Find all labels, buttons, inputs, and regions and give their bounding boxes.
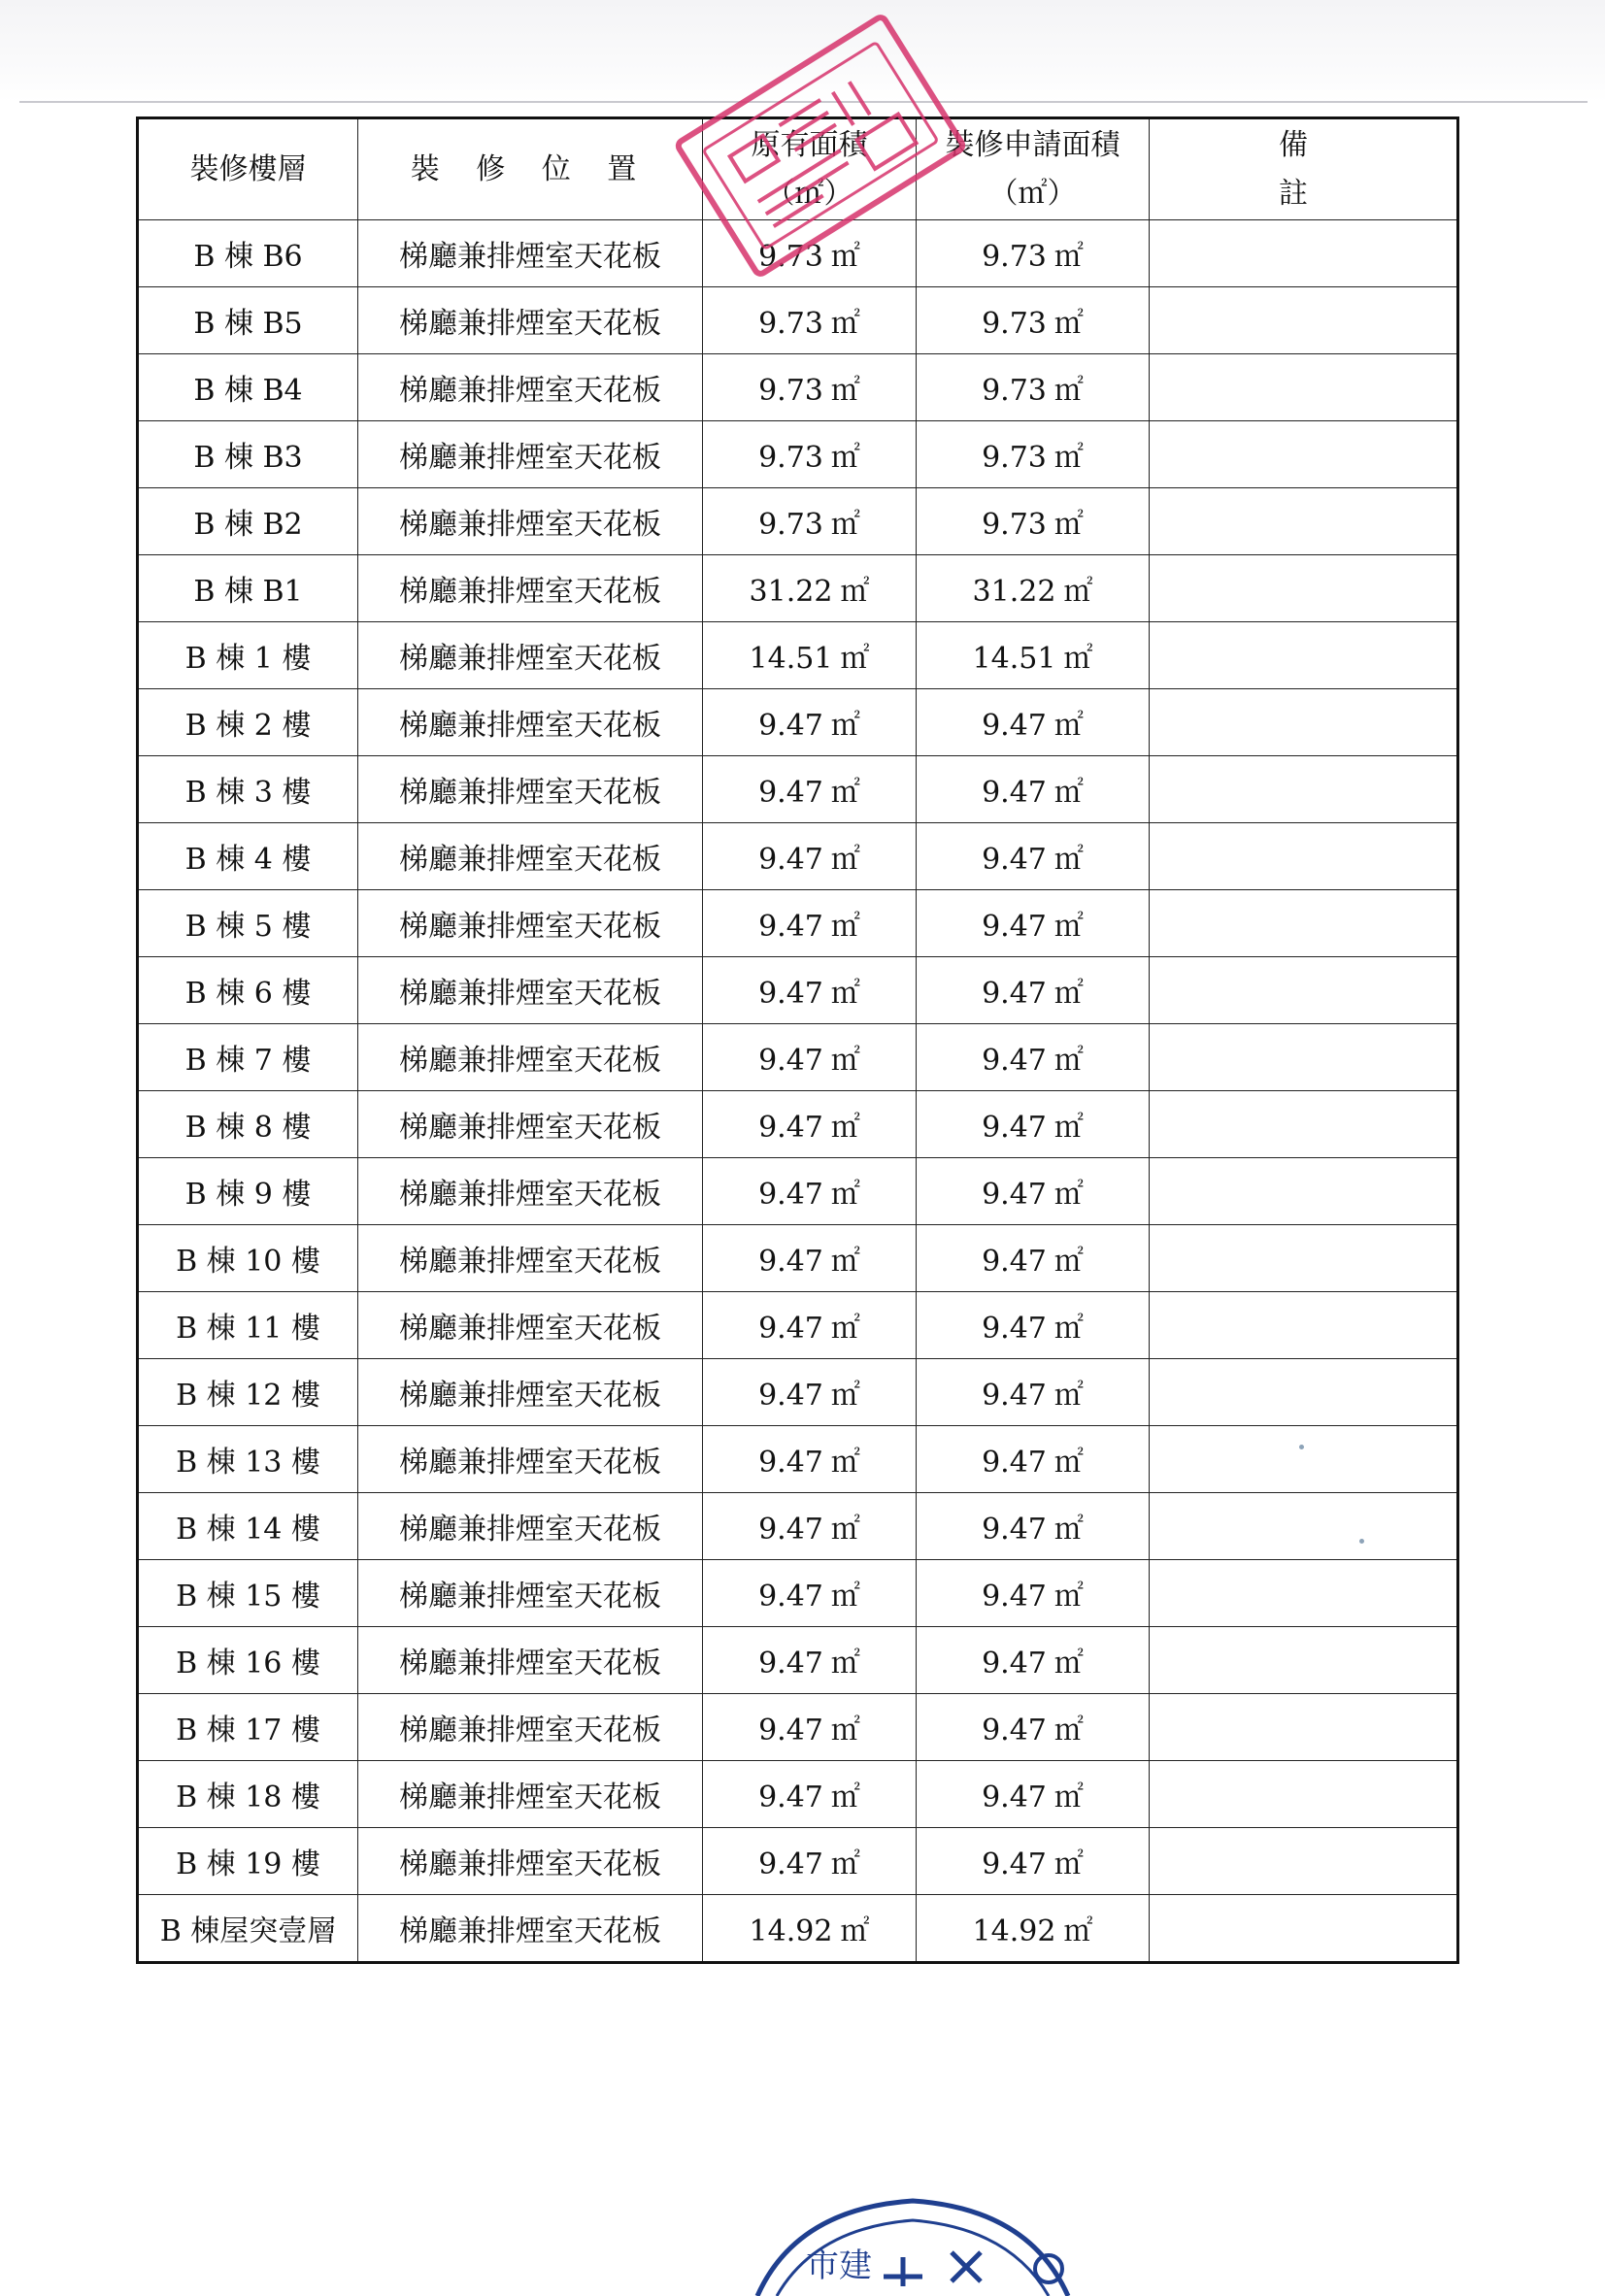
area-unit: ㎡ — [1053, 374, 1084, 408]
area-unit: ㎡ — [1053, 1847, 1084, 1881]
original-area-cell — [703, 1694, 917, 1761]
table-row — [138, 220, 1458, 287]
scan-top-edge — [0, 0, 1605, 102]
original-area-cell — [703, 890, 917, 957]
note-cell — [1150, 421, 1458, 488]
area-value: 9.73 — [758, 240, 823, 274]
area-unit: ㎡ — [1053, 1379, 1084, 1413]
location-cell: 梯廳兼排煙室天花板 — [358, 1359, 703, 1426]
table-row — [138, 421, 1458, 488]
area-value: 9.73 — [758, 441, 823, 475]
area-unit: ㎡ — [1053, 1580, 1084, 1614]
area-value: 9.47 — [758, 709, 823, 743]
original-area-cell — [703, 488, 917, 555]
applied-area-cell — [917, 1493, 1150, 1560]
area-value: 9.73 — [758, 307, 823, 341]
area-value: 9.47 — [758, 776, 823, 810]
area-value: 9.47 — [758, 977, 823, 1011]
area-unit: ㎡ — [1053, 977, 1084, 1011]
applied-area-cell — [917, 1091, 1150, 1158]
table-row — [138, 1493, 1458, 1560]
original-area-cell — [703, 287, 917, 354]
note-cell — [1150, 689, 1458, 756]
area-value: 9.47 — [982, 1580, 1047, 1614]
area-unit: ㎡ — [1053, 1647, 1084, 1680]
note-cell — [1150, 957, 1458, 1024]
area-value: 9.47 — [758, 1044, 823, 1078]
applied-area-cell — [917, 1627, 1150, 1694]
floor-cell: B 棟 B4 — [138, 354, 358, 421]
original-area-cell — [703, 1761, 917, 1828]
applied-area-cell — [917, 1024, 1150, 1091]
area-unit: ㎡ — [830, 1513, 860, 1547]
area-unit: ㎡ — [1063, 575, 1093, 609]
area-unit: ㎡ — [1053, 1714, 1084, 1747]
area-unit: ㎡ — [830, 1780, 860, 1814]
note-cell — [1150, 1694, 1458, 1761]
area-unit: ㎡ — [830, 240, 860, 274]
area-unit: ㎡ — [1053, 709, 1084, 743]
location-cell: 梯廳兼排煙室天花板 — [358, 622, 703, 689]
original-area-cell — [703, 421, 917, 488]
table-row — [138, 1426, 1458, 1493]
area-unit: ㎡ — [830, 307, 860, 341]
floor-cell: B 棟 2 樓 — [138, 689, 358, 756]
note-cell — [1150, 1091, 1458, 1158]
area-unit: ㎡ — [830, 1111, 860, 1145]
table-row — [138, 1895, 1458, 1963]
header-original-area-line1: 原有面積 — [751, 127, 868, 162]
note-cell — [1150, 1895, 1458, 1963]
area-unit: ㎡ — [1053, 1780, 1084, 1814]
table-row — [138, 823, 1458, 890]
area-value: 9.73 — [982, 508, 1047, 542]
floor-cell: B 棟 B5 — [138, 287, 358, 354]
original-area-cell — [703, 756, 917, 823]
area-unit: ㎡ — [830, 776, 860, 810]
applied-area-cell — [917, 823, 1150, 890]
location-cell: 梯廳兼排煙室天花板 — [358, 220, 703, 287]
note-cell — [1150, 220, 1458, 287]
applied-area-cell — [917, 957, 1150, 1024]
location-cell: 梯廳兼排煙室天花板 — [358, 354, 703, 421]
table-row — [138, 1225, 1458, 1292]
applied-area-cell — [917, 622, 1150, 689]
note-cell — [1150, 1761, 1458, 1828]
table-row — [138, 1091, 1458, 1158]
note-cell — [1150, 622, 1458, 689]
floor-cell: B 棟 18 樓 — [138, 1761, 358, 1828]
header-original-area — [703, 118, 917, 220]
area-value: 9.47 — [982, 1312, 1047, 1346]
header-floor: 裝修樓層 — [138, 118, 358, 220]
table-row — [138, 1359, 1458, 1426]
area-value: 9.47 — [982, 1111, 1047, 1145]
area-unit: ㎡ — [1053, 776, 1084, 810]
area-value: 31.22 — [749, 575, 833, 609]
location-cell: 梯廳兼排煙室天花板 — [358, 1627, 703, 1694]
table-row — [138, 287, 1458, 354]
area-unit: ㎡ — [830, 977, 860, 1011]
area-value: 9.47 — [758, 1714, 823, 1747]
location-cell: 梯廳兼排煙室天花板 — [358, 1024, 703, 1091]
floor-cell: B 棟 17 樓 — [138, 1694, 358, 1761]
floor-cell: B 棟 1 樓 — [138, 622, 358, 689]
area-value: 14.92 — [972, 1914, 1056, 1948]
area-value: 9.47 — [758, 1513, 823, 1547]
location-cell: 梯廳兼排煙室天花板 — [358, 689, 703, 756]
area-value: 9.47 — [982, 709, 1047, 743]
location-cell: 梯廳兼排煙室天花板 — [358, 287, 703, 354]
header-note: 備 註 — [1150, 118, 1458, 220]
header-applied-area — [917, 118, 1150, 220]
area-unit: ㎡ — [830, 1178, 860, 1212]
renovation-area-table — [136, 116, 1459, 1964]
location-cell: 梯廳兼排煙室天花板 — [358, 1091, 703, 1158]
area-unit: ㎡ — [1063, 1914, 1093, 1948]
applied-area-cell — [917, 756, 1150, 823]
note-cell — [1150, 1158, 1458, 1225]
original-area-cell — [703, 689, 917, 756]
table-row — [138, 689, 1458, 756]
applied-area-cell — [917, 421, 1150, 488]
area-value: 9.47 — [982, 1379, 1047, 1413]
original-area-cell — [703, 1292, 917, 1359]
seal-bottom-text: 市建 — [806, 2246, 872, 2285]
area-unit: ㎡ — [830, 1714, 860, 1747]
area-value: 9.47 — [982, 1714, 1047, 1747]
area-value: 9.47 — [982, 1847, 1047, 1881]
location-cell: 梯廳兼排煙室天花板 — [358, 1426, 703, 1493]
location-cell: 梯廳兼排煙室天花板 — [358, 823, 703, 890]
area-unit: ㎡ — [1053, 1178, 1084, 1212]
area-value: 9.47 — [982, 1647, 1047, 1680]
note-cell — [1150, 1493, 1458, 1560]
table-row — [138, 756, 1458, 823]
scan-speck — [1299, 1445, 1304, 1449]
area-unit: ㎡ — [830, 1312, 860, 1346]
applied-area-cell — [917, 220, 1150, 287]
applied-area-cell — [917, 1359, 1150, 1426]
area-value: 9.47 — [758, 1647, 823, 1680]
area-unit: ㎡ — [1053, 1245, 1084, 1279]
original-area-cell — [703, 354, 917, 421]
table-row — [138, 957, 1458, 1024]
area-unit: ㎡ — [830, 441, 860, 475]
applied-area-cell — [917, 1292, 1150, 1359]
location-cell: 梯廳兼排煙室天花板 — [358, 1560, 703, 1627]
blue-official-seal-icon — [738, 2180, 1087, 2296]
location-cell: 梯廳兼排煙室天花板 — [358, 488, 703, 555]
floor-cell: B 棟 6 樓 — [138, 957, 358, 1024]
area-value: 9.47 — [982, 843, 1047, 877]
area-unit: ㎡ — [1053, 1044, 1084, 1078]
floor-cell: B 棟 B2 — [138, 488, 358, 555]
area-unit: ㎡ — [1053, 307, 1084, 341]
table-row — [138, 1024, 1458, 1091]
area-unit: ㎡ — [1063, 642, 1093, 676]
table-row — [138, 1627, 1458, 1694]
area-unit: ㎡ — [840, 575, 870, 609]
floor-cell: B 棟 5 樓 — [138, 890, 358, 957]
note-cell — [1150, 1426, 1458, 1493]
table-row — [138, 622, 1458, 689]
location-cell: 梯廳兼排煙室天花板 — [358, 756, 703, 823]
area-unit: ㎡ — [830, 1847, 860, 1881]
location-cell: 梯廳兼排煙室天花板 — [358, 1225, 703, 1292]
area-value: 14.92 — [749, 1914, 833, 1948]
area-unit: ㎡ — [830, 843, 860, 877]
area-value: 31.22 — [972, 575, 1056, 609]
area-unit: ㎡ — [1053, 441, 1084, 475]
original-area-cell — [703, 1560, 917, 1627]
area-unit: ㎡ — [1053, 1312, 1084, 1346]
note-cell — [1150, 555, 1458, 622]
applied-area-cell — [917, 1895, 1150, 1963]
original-area-cell — [703, 957, 917, 1024]
original-area-cell — [703, 1091, 917, 1158]
location-cell: 梯廳兼排煙室天花板 — [358, 1694, 703, 1761]
area-value: 9.47 — [982, 910, 1047, 944]
area-unit: ㎡ — [830, 910, 860, 944]
applied-area-cell — [917, 1426, 1150, 1493]
scan-speck — [1359, 1539, 1364, 1544]
floor-cell: B 棟 13 樓 — [138, 1426, 358, 1493]
note-cell — [1150, 823, 1458, 890]
floor-cell: B 棟 B1 — [138, 555, 358, 622]
location-cell: 梯廳兼排煙室天花板 — [358, 890, 703, 957]
floor-cell: B 棟 8 樓 — [138, 1091, 358, 1158]
note-cell — [1150, 354, 1458, 421]
area-value: 9.47 — [982, 1245, 1047, 1279]
note-cell — [1150, 1225, 1458, 1292]
table-row — [138, 1828, 1458, 1895]
area-value: 9.47 — [758, 1379, 823, 1413]
table-row — [138, 890, 1458, 957]
area-value: 9.47 — [758, 1312, 823, 1346]
area-unit: ㎡ — [830, 1379, 860, 1413]
original-area-cell — [703, 622, 917, 689]
area-unit: ㎡ — [1053, 240, 1084, 274]
original-area-cell — [703, 220, 917, 287]
area-unit: ㎡ — [840, 1914, 870, 1948]
area-value: 9.47 — [982, 1780, 1047, 1814]
area-value: 9.47 — [982, 776, 1047, 810]
applied-area-cell — [917, 1761, 1150, 1828]
header-original-area-line2: （㎡） — [765, 176, 853, 211]
location-cell: 梯廳兼排煙室天花板 — [358, 421, 703, 488]
applied-area-cell — [917, 1694, 1150, 1761]
applied-area-cell — [917, 555, 1150, 622]
floor-cell: B 棟 16 樓 — [138, 1627, 358, 1694]
note-cell — [1150, 287, 1458, 354]
note-cell — [1150, 1359, 1458, 1426]
header-location: 裝 修 位 置 — [358, 118, 703, 220]
area-value: 9.73 — [982, 441, 1047, 475]
area-unit: ㎡ — [1053, 1513, 1084, 1547]
floor-cell: B 棟 14 樓 — [138, 1493, 358, 1560]
area-value: 9.47 — [758, 1580, 823, 1614]
table-row — [138, 555, 1458, 622]
area-value: 9.47 — [758, 1446, 823, 1480]
original-area-cell — [703, 1627, 917, 1694]
area-value: 9.47 — [982, 1446, 1047, 1480]
note-cell — [1150, 1627, 1458, 1694]
original-area-cell — [703, 1024, 917, 1091]
area-unit: ㎡ — [830, 1245, 860, 1279]
floor-cell: B 棟 9 樓 — [138, 1158, 358, 1225]
area-unit: ㎡ — [1053, 1446, 1084, 1480]
floor-cell: B 棟 B3 — [138, 421, 358, 488]
original-area-cell — [703, 1225, 917, 1292]
scan-edge-line — [19, 101, 1588, 103]
area-unit: ㎡ — [1053, 508, 1084, 542]
table-row — [138, 1560, 1458, 1627]
area-value: 9.47 — [982, 1513, 1047, 1547]
original-area-cell — [703, 1359, 917, 1426]
area-unit: ㎡ — [830, 1446, 860, 1480]
area-unit: ㎡ — [830, 1647, 860, 1680]
note-cell — [1150, 1292, 1458, 1359]
area-value: 9.73 — [982, 307, 1047, 341]
location-cell: 梯廳兼排煙室天花板 — [358, 957, 703, 1024]
floor-cell: B 棟 10 樓 — [138, 1225, 358, 1292]
area-value: 9.73 — [982, 240, 1047, 274]
location-cell: 梯廳兼排煙室天花板 — [358, 1158, 703, 1225]
original-area-cell — [703, 823, 917, 890]
area-unit: ㎡ — [840, 642, 870, 676]
floor-cell: B 棟 4 樓 — [138, 823, 358, 890]
note-cell — [1150, 1024, 1458, 1091]
area-value: 9.73 — [758, 508, 823, 542]
area-value: 9.47 — [982, 977, 1047, 1011]
area-unit: ㎡ — [1053, 843, 1084, 877]
area-value: 9.47 — [758, 910, 823, 944]
area-unit: ㎡ — [830, 1044, 860, 1078]
applied-area-cell — [917, 354, 1150, 421]
header-applied-area-line2: （㎡） — [988, 176, 1077, 211]
original-area-cell — [703, 1493, 917, 1560]
area-value: 9.47 — [982, 1044, 1047, 1078]
area-value: 9.47 — [758, 1847, 823, 1881]
location-cell: 梯廳兼排煙室天花板 — [358, 1761, 703, 1828]
location-cell: 梯廳兼排煙室天花板 — [358, 1828, 703, 1895]
applied-area-cell — [917, 287, 1150, 354]
original-area-cell — [703, 1158, 917, 1225]
note-cell — [1150, 1828, 1458, 1895]
area-value: 9.47 — [758, 1245, 823, 1279]
original-area-cell — [703, 1426, 917, 1493]
table-row — [138, 1158, 1458, 1225]
header-applied-area-line1: 裝修申請面積 — [945, 127, 1120, 162]
table-row — [138, 488, 1458, 555]
floor-cell: B 棟 12 樓 — [138, 1359, 358, 1426]
applied-area-cell — [917, 488, 1150, 555]
area-value: 9.47 — [758, 843, 823, 877]
area-unit: ㎡ — [830, 374, 860, 408]
area-value: 9.73 — [982, 374, 1047, 408]
area-unit: ㎡ — [1053, 910, 1084, 944]
floor-cell: B 棟屋突壹層 — [138, 1895, 358, 1963]
applied-area-cell — [917, 689, 1150, 756]
area-value: 9.47 — [758, 1111, 823, 1145]
table-row — [138, 1761, 1458, 1828]
area-value: 9.47 — [758, 1178, 823, 1212]
original-area-cell — [703, 1895, 917, 1963]
floor-cell: B 棟 B6 — [138, 220, 358, 287]
floor-cell: B 棟 11 樓 — [138, 1292, 358, 1359]
floor-cell: B 棟 3 樓 — [138, 756, 358, 823]
table-body — [138, 220, 1458, 1963]
table-row — [138, 354, 1458, 421]
applied-area-cell — [917, 1225, 1150, 1292]
applied-area-cell — [917, 1560, 1150, 1627]
location-cell: 梯廳兼排煙室天花板 — [358, 1895, 703, 1963]
note-cell — [1150, 1560, 1458, 1627]
note-cell — [1150, 488, 1458, 555]
area-value: 14.51 — [749, 642, 833, 676]
table-row — [138, 1292, 1458, 1359]
area-unit: ㎡ — [830, 1580, 860, 1614]
area-value: 9.73 — [758, 374, 823, 408]
table-header-row — [138, 118, 1458, 220]
location-cell: 梯廳兼排煙室天花板 — [358, 1292, 703, 1359]
applied-area-cell — [917, 1828, 1150, 1895]
original-area-cell — [703, 1828, 917, 1895]
area-value: 9.47 — [758, 1780, 823, 1814]
table-row — [138, 1694, 1458, 1761]
area-unit: ㎡ — [1053, 1111, 1084, 1145]
floor-cell: B 棟 19 樓 — [138, 1828, 358, 1895]
note-cell — [1150, 890, 1458, 957]
floor-cell: B 棟 7 樓 — [138, 1024, 358, 1091]
applied-area-cell — [917, 1158, 1150, 1225]
floor-cell: B 棟 15 樓 — [138, 1560, 358, 1627]
area-value: 14.51 — [972, 642, 1056, 676]
area-value: 9.47 — [982, 1178, 1047, 1212]
applied-area-cell — [917, 890, 1150, 957]
original-area-cell — [703, 555, 917, 622]
note-cell — [1150, 756, 1458, 823]
area-unit: ㎡ — [830, 508, 860, 542]
location-cell: 梯廳兼排煙室天花板 — [358, 1493, 703, 1560]
location-cell: 梯廳兼排煙室天花板 — [358, 555, 703, 622]
area-unit: ㎡ — [830, 709, 860, 743]
